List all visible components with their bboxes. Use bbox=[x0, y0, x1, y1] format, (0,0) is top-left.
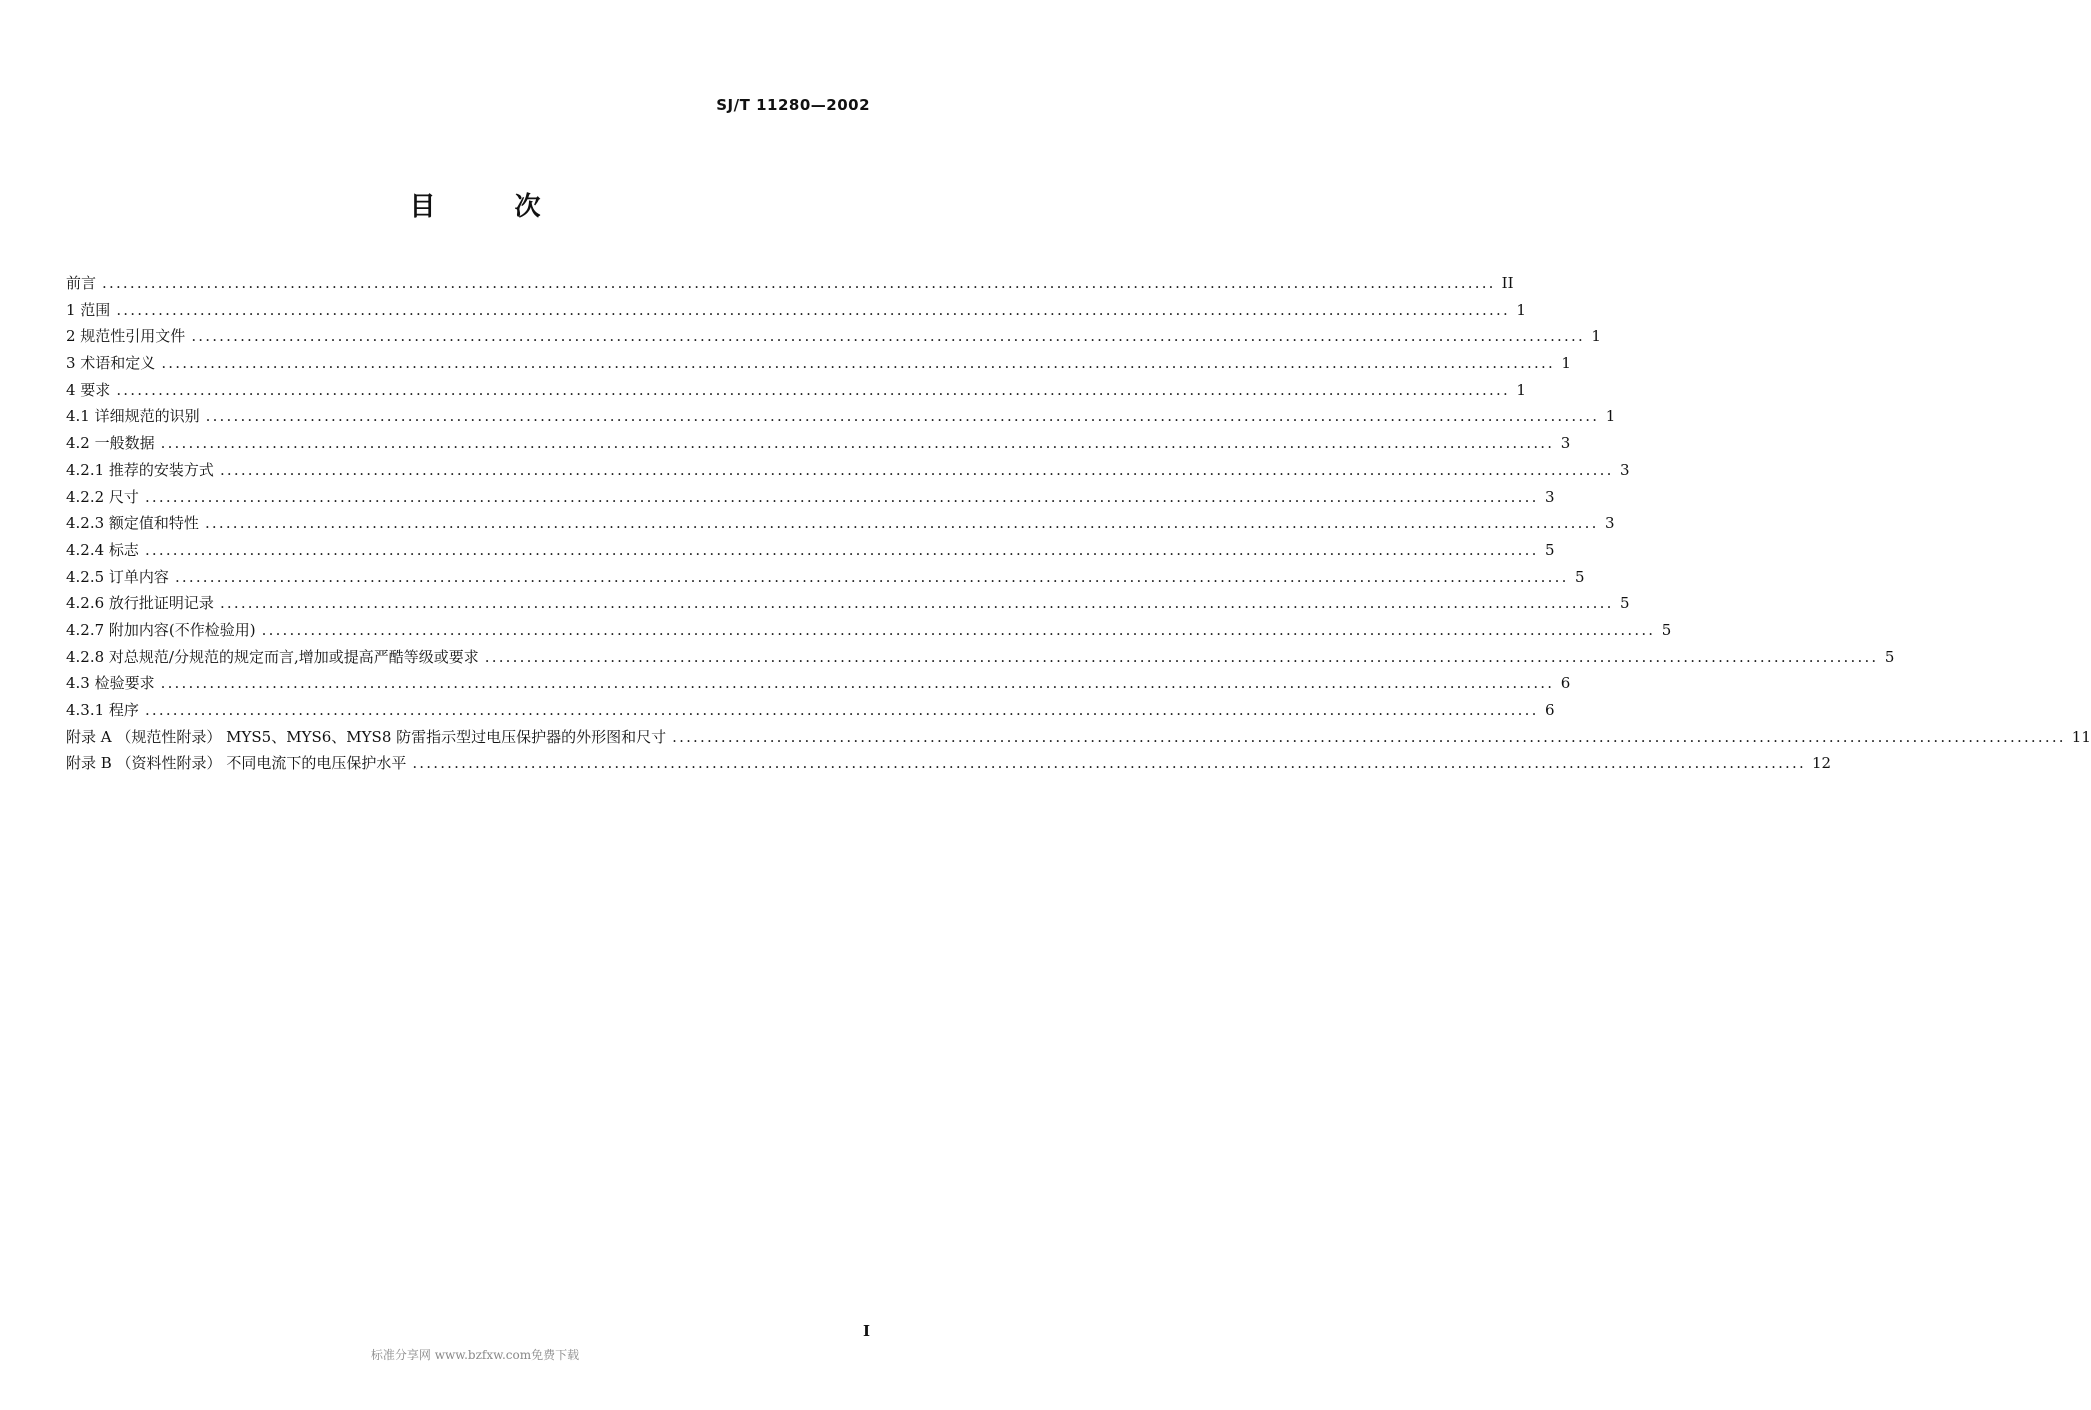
table-of-contents bbox=[66, 270, 2091, 777]
toc-dot-leader: ........................................................................................................................................................................................................ bbox=[161, 354, 1555, 373]
toc-dot-leader: ........................................................................................................................................................................................................ bbox=[484, 647, 1879, 666]
toc-entry[interactable] bbox=[66, 724, 2091, 751]
toc-entry-page: 1 bbox=[1591, 327, 1601, 346]
toc-entry-label: 4.2.5 订单内容 bbox=[66, 567, 169, 586]
toc-entry-page: 1 bbox=[1561, 354, 1571, 373]
toc-entry[interactable] bbox=[66, 697, 1555, 724]
toc-entry-label: 4.2.8 对总规范/分规范的规定而言,增加或提高严酷等级或要求 bbox=[66, 647, 479, 666]
toc-dot-leader: ........................................................................................................................................................................................................ bbox=[116, 300, 1510, 319]
toc-entry-label: 附录 B （资料性附录） 不同电流下的电压保护水平 bbox=[66, 754, 407, 773]
toc-entry-label: 4.2 一般数据 bbox=[66, 434, 155, 453]
toc-entry-label: 4.3 检验要求 bbox=[66, 674, 155, 693]
toc-dot-leader: ........................................................................................................................................................................................................ bbox=[160, 434, 1555, 453]
toc-entry[interactable] bbox=[66, 617, 1672, 644]
toc-entry-page: 5 bbox=[1545, 540, 1555, 559]
watermark-footer: 标准分享网 www.bzfxw.com免费下载 bbox=[370, 1348, 580, 1362]
toc-dot-leader: ........................................................................................................................................................................................................ bbox=[261, 620, 1656, 639]
toc-dot-leader: ........................................................................................................................................................................................................ bbox=[144, 701, 1539, 719]
toc-entry-page: 1 bbox=[1605, 407, 1616, 426]
toc-dot-leader: ........................................................................................................................................................................................................ bbox=[102, 274, 1496, 292]
toc-entry-page: 1 bbox=[1516, 380, 1526, 399]
toc-entry[interactable] bbox=[66, 510, 1615, 537]
toc-entry-label: 2 规范性引用文件 bbox=[66, 327, 186, 346]
toc-dot-leader: ........................................................................................................................................................................................................ bbox=[191, 327, 1585, 346]
toc-entry-page: 3 bbox=[1620, 460, 1630, 479]
toc-entry[interactable] bbox=[66, 537, 1555, 564]
toc-dot-leader: ........................................................................................................................................................................................................ bbox=[174, 567, 1569, 586]
toc-entry-page: 3 bbox=[1605, 514, 1615, 533]
toc-title: 目 次 bbox=[409, 192, 541, 222]
toc-entry[interactable] bbox=[66, 430, 1571, 457]
toc-entry[interactable] bbox=[66, 403, 1616, 430]
toc-dot-leader: ........................................................................................................................................................................................................ bbox=[160, 674, 1555, 693]
toc-entry[interactable] bbox=[66, 750, 1832, 777]
toc-dot-leader: ........................................................................................................................................................................................................ bbox=[116, 380, 1510, 399]
toc-entry-label: 4.2.2 尺寸 bbox=[66, 487, 139, 506]
toc-entry-label: 4.3.1 程序 bbox=[66, 701, 139, 719]
toc-entry[interactable] bbox=[66, 323, 1601, 350]
toc-entry-label: 4.2.6 放行批证明记录 bbox=[66, 594, 214, 613]
toc-entry-label: 4.2.3 额定值和特性 bbox=[66, 514, 199, 533]
toc-entry-label: 前言 bbox=[66, 274, 97, 292]
toc-entry[interactable] bbox=[66, 564, 1585, 591]
toc-entry-page: 12 bbox=[1811, 754, 1832, 773]
toc-entry-page: 1 bbox=[1516, 300, 1526, 319]
toc-entry-page: 5 bbox=[1661, 620, 1672, 639]
toc-entry-page: 5 bbox=[1575, 567, 1585, 586]
toc-entry[interactable] bbox=[66, 484, 1555, 511]
toc-entry-label: 1 范围 bbox=[66, 300, 111, 319]
toc-entry[interactable] bbox=[66, 644, 1895, 671]
toc-entry-page: 5 bbox=[1620, 594, 1630, 613]
toc-dot-leader: ........................................................................................................................................................................................................ bbox=[204, 514, 1599, 533]
page-number: I bbox=[862, 1322, 870, 1340]
toc-entry-page: 5 bbox=[1884, 647, 1895, 666]
toc-entry-page: 11 bbox=[2071, 727, 2091, 746]
toc-entry-label: 3 术语和定义 bbox=[66, 354, 156, 373]
toc-entry-label: 4.2.4 标志 bbox=[66, 540, 139, 559]
toc-dot-leader: ........................................................................................................................................................................................................ bbox=[205, 407, 1600, 426]
toc-entry-label: 4.2.1 推荐的安装方式 bbox=[66, 460, 214, 479]
toc-entry-page: 6 bbox=[1545, 701, 1555, 719]
toc-dot-leader: ........................................................................................................................................................................................................ bbox=[672, 727, 2066, 746]
toc-entry[interactable] bbox=[66, 670, 1571, 697]
toc-entry[interactable] bbox=[66, 457, 1630, 484]
toc-entry-label: 附录 A （规范性附录） MYS5、MYS6、MYS8 防雷指示型过电压保护器的外形图和尺寸 bbox=[66, 727, 667, 746]
toc-dot-leader: ........................................................................................................................................................................................................ bbox=[412, 754, 1806, 773]
toc-entry-label: 4.2.7 附加内容(不作检验用) bbox=[66, 620, 256, 639]
toc-entry-page: II bbox=[1501, 274, 1514, 292]
toc-entry-page: 3 bbox=[1545, 487, 1555, 506]
toc-dot-leader: ........................................................................................................................................................................................................ bbox=[144, 540, 1539, 559]
toc-entry-page: 3 bbox=[1560, 434, 1571, 453]
toc-dot-leader: ........................................................................................................................................................................................................ bbox=[144, 487, 1539, 506]
toc-entry-label: 4.1 详细规范的识别 bbox=[66, 407, 200, 426]
toc-entry-page: 6 bbox=[1560, 674, 1571, 693]
toc-entry[interactable] bbox=[66, 350, 1571, 377]
toc-dot-leader: ........................................................................................................................................................................................................ bbox=[219, 460, 1614, 479]
toc-entry[interactable] bbox=[66, 297, 1526, 324]
toc-entry[interactable] bbox=[66, 377, 1526, 404]
toc-entry-label: 4 要求 bbox=[66, 380, 111, 399]
toc-dot-leader: ........................................................................................................................................................................................................ bbox=[219, 594, 1614, 613]
standard-code: SJ/T 11280—2002 bbox=[716, 96, 870, 114]
toc-entry[interactable] bbox=[66, 270, 1514, 297]
toc-entry[interactable] bbox=[66, 590, 1630, 617]
